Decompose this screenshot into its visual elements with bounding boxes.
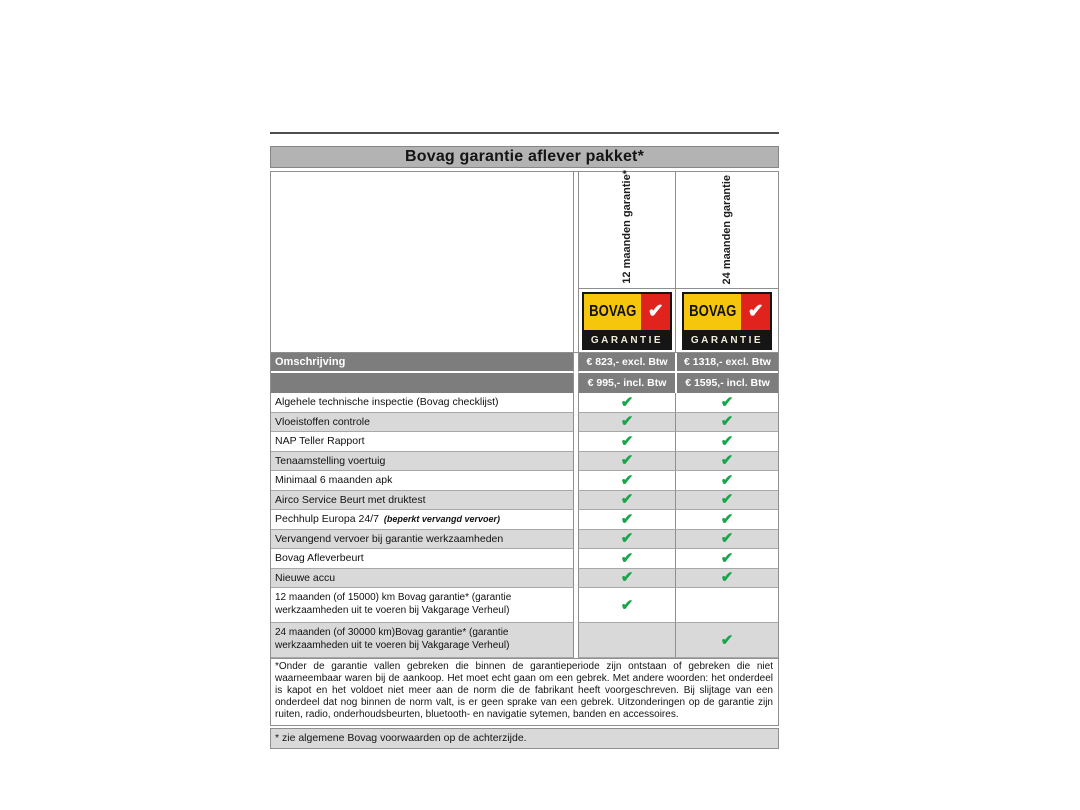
row-label: Minimaal 6 maanden apk	[275, 474, 393, 487]
table-row	[271, 432, 778, 452]
bovag-garantie-text: GARANTIE	[682, 332, 772, 350]
check-cell-12m	[578, 510, 675, 530]
check-icon: ✔	[720, 432, 734, 450]
check-cell-12m	[578, 530, 675, 550]
bovag-brand-text: BOVAG	[689, 302, 737, 320]
bovag-brand-text: BOVAG	[589, 302, 637, 320]
check-icon: ✔	[620, 596, 634, 614]
row-label: Airco Service Beurt met druktest	[275, 493, 426, 506]
column-header-row	[578, 172, 778, 288]
check-cell-24m	[675, 393, 778, 413]
check-icon: ✔	[720, 631, 734, 649]
check-cell-24m	[675, 530, 778, 550]
price-incl-12m: € 995,- incl. Btw	[578, 373, 675, 393]
check-cell-24m	[675, 588, 778, 623]
table-row	[271, 413, 778, 433]
price-incl-24m: € 1595,- incl. Btw	[675, 373, 778, 393]
check-icon: ✔	[720, 549, 734, 567]
table-row	[271, 491, 778, 511]
row-label: 12 maanden (of 15000) km Bovag garantie* (garantie werkzaamheden uit te voeren bij Vakgarage Verheul)	[271, 588, 574, 623]
price-excl-12m: € 823,- excl. Btw	[578, 353, 675, 373]
price-excl-24m: € 1318,- excl. Btw	[675, 353, 778, 373]
column-label-24m: 24 maanden garantie	[721, 174, 733, 284]
check-cell-24m	[675, 413, 778, 433]
bovag-check-icon: ✔	[641, 294, 670, 330]
check-icon: ✔	[720, 413, 734, 431]
description-column-header-spacer	[271, 373, 574, 393]
check-icon: ✔	[620, 491, 634, 509]
check-cell-24m	[675, 510, 778, 530]
check-icon: ✔	[620, 549, 634, 567]
bovag-garantie-logo	[682, 292, 772, 350]
row-label: Algehele technische inspectie (Bovag checklijst)	[275, 396, 499, 409]
check-icon: ✔	[720, 530, 734, 548]
price-row-incl	[271, 373, 778, 393]
column-header-12m	[578, 172, 675, 288]
bottom-note: * zie algemene Bovag voorwaarden op de achterzijde.	[275, 732, 527, 745]
column-label-12m: 12 maanden garantie*	[621, 170, 633, 284]
check-icon: ✔	[620, 510, 634, 528]
check-icon: ✔	[620, 471, 634, 489]
check-cell-12m	[578, 393, 675, 413]
warranty-sheet	[270, 132, 779, 749]
check-icon: ✔	[720, 471, 734, 489]
check-icon: ✔	[720, 452, 734, 470]
check-cell-12m	[578, 471, 675, 491]
check-cell-24m	[675, 569, 778, 589]
column-header-24m	[675, 172, 778, 288]
row-label: Tenaamstelling voertuig	[275, 454, 386, 467]
check-cell-12m	[578, 432, 675, 452]
check-cell-12m	[578, 549, 675, 569]
logo-row	[578, 288, 778, 352]
row-label: Pechhulp Europa 24/7	[275, 513, 379, 526]
check-icon: ✔	[620, 413, 634, 431]
row-label: Nieuwe accu	[275, 571, 336, 584]
check-cell-24m	[675, 452, 778, 472]
check-icon: ✔	[720, 491, 734, 509]
guarantee-footnote: *Onder de garantie vallen gebreken die binnen de garantieperiode zijn ontstaan of gebreken die niet waarneembaar waren bij de aankoop. Het moet echt gaan om een gebrek. Met andere woorden: het onderdeel is kapot en het voldoet niet meer aan de norm die de fabrikant heeft voorgeschreven. Bij slijtage van een onderdeel dat nog binnen de norm valt, is er geen sprake van een gebrek. Uitzonderingen op de garantie zijn ruiten, radio, onderhoudsbeurten, bluetooth- en navigatie sytemen, banden en accessoires.	[271, 658, 778, 725]
check-cell-12m	[578, 491, 675, 511]
row-label-note: (beperkt vervangd vervoer)	[383, 514, 500, 525]
row-label: Vloeistoffen controle	[275, 415, 370, 428]
check-cell-12m	[578, 623, 675, 658]
check-icon: ✔	[620, 530, 634, 548]
check-icon: ✔	[620, 432, 634, 450]
table-header-section	[271, 172, 778, 353]
row-label: Vervangend vervoer bij garantie werkzaamheden	[275, 532, 504, 545]
table-row	[271, 588, 778, 623]
top-rule	[270, 132, 779, 134]
bottom-note-bar	[270, 728, 779, 749]
check-cell-12m	[578, 452, 675, 472]
price-row-excl	[271, 353, 778, 373]
bovag-garantie-logo	[582, 292, 672, 350]
table-row	[271, 510, 778, 530]
check-icon: ✔	[620, 569, 634, 587]
check-cell-12m	[578, 569, 675, 589]
logo-cell-24m	[675, 289, 778, 352]
check-cell-24m	[675, 623, 778, 658]
row-label: Bovag Afleverbeurt	[275, 552, 364, 565]
row-label: 24 maanden (of 30000 km)Bovag garantie* (garantie werkzaamheden uit te voeren bij Vakgarage Verheul)	[271, 623, 574, 658]
table-row	[271, 471, 778, 491]
check-cell-12m	[578, 413, 675, 433]
table-row	[271, 393, 778, 413]
check-icon: ✔	[720, 569, 734, 587]
check-cell-12m	[578, 588, 675, 623]
table-row	[271, 569, 778, 589]
check-icon: ✔	[720, 510, 734, 528]
check-cell-24m	[675, 549, 778, 569]
check-cell-24m	[675, 432, 778, 452]
check-icon: ✔	[720, 393, 734, 411]
description-header-spacer	[271, 172, 574, 352]
bovag-garantie-text: GARANTIE	[582, 332, 672, 350]
check-icon: ✔	[620, 452, 634, 470]
description-column-header: Omschrijving	[271, 353, 574, 373]
table-row	[271, 549, 778, 569]
logo-cell-12m	[578, 289, 675, 352]
bovag-check-icon: ✔	[741, 294, 770, 330]
check-icon: ✔	[620, 393, 634, 411]
page-title: Bovag garantie aflever pakket*	[405, 148, 644, 165]
comparison-table	[270, 171, 779, 726]
table-row	[271, 623, 778, 658]
table-row	[271, 452, 778, 472]
table-row	[271, 530, 778, 550]
check-cell-24m	[675, 491, 778, 511]
page-title-bar	[270, 146, 779, 168]
check-cell-24m	[675, 471, 778, 491]
row-label: NAP Teller Rapport	[275, 435, 365, 448]
